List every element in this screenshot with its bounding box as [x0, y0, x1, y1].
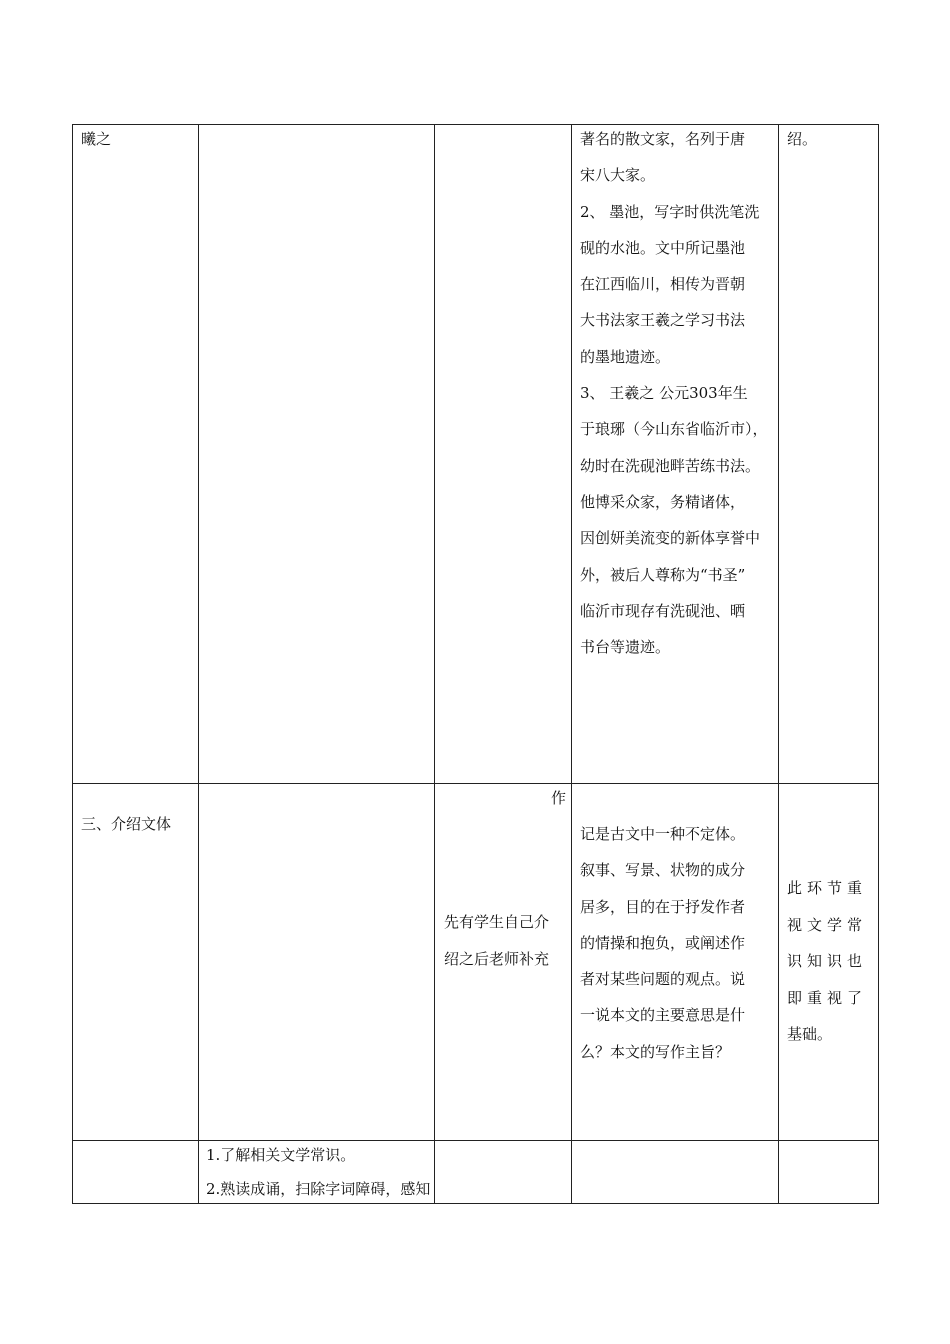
content-line: 一说本文的主要意思是什	[580, 1006, 746, 1025]
column-divider-4	[778, 124, 779, 1204]
content-line: 临沂市现存有洗砚池、晒	[580, 601, 746, 620]
note-line: 视文学常	[787, 915, 868, 934]
content-line: 记是古文中一种不定体。	[580, 825, 746, 843]
activity-line: 先有学生自己介	[444, 913, 550, 931]
column-divider-3	[571, 124, 572, 1204]
content-line: 宋八大家。	[580, 166, 656, 185]
objective-line: 2.熟读成诵，扫除字词障碍，感知	[206, 1180, 431, 1198]
row2-activity-cell	[444, 904, 549, 978]
table-bottom-border	[72, 1203, 879, 1204]
row-divider-1	[72, 783, 879, 784]
content-line: 书台等遗迹。	[580, 638, 671, 657]
row2-step-label: 三、介绍文体	[81, 815, 172, 833]
row1-note: 绍。	[787, 130, 818, 148]
objective-line: 1.了解相关文学常识。	[206, 1146, 356, 1164]
content-line: 的墨地遗迹。	[580, 347, 671, 366]
content-line: 著名的散文家，名列于唐	[580, 130, 746, 148]
row1-step-label: 曦之	[81, 130, 112, 148]
row2-content-cell	[580, 816, 745, 1070]
content-line: 叙事、写景、状物的成分	[580, 861, 746, 880]
content-line: 么？本文的写作主旨？	[580, 1042, 731, 1061]
activity-line: 绍之后老师补充	[444, 950, 550, 968]
note-line: 此环节重	[787, 879, 868, 897]
content-line: 居多，目的在于抒发作者	[580, 897, 746, 916]
content-line: 于琅琊（今山东省临沂市），	[580, 420, 768, 439]
content-line: 砚的水池。文中所记墨池	[580, 238, 746, 257]
content-line: 2、 墨池，写字时供洗笔洗	[580, 202, 760, 221]
table-left-border	[72, 124, 73, 1204]
content-line: 他博采众家，务精诸体，	[580, 492, 746, 511]
column-divider-2	[434, 124, 435, 1204]
row3-objective-cell	[206, 1138, 430, 1206]
note-line: 即重视了	[787, 988, 868, 1007]
content-line: 3、 王羲之 公元303年生	[580, 384, 748, 403]
note-line: 识知识也	[787, 952, 868, 970]
content-line: 者对某些问题的观点。说	[580, 970, 746, 989]
content-line: 在江西临川，相传为晋朝	[580, 275, 746, 294]
content-line: 因创妍美流变的新体享誉中	[580, 529, 761, 548]
column-divider-1	[198, 124, 199, 1204]
note-line: 基础。	[787, 1025, 833, 1043]
table-right-border	[878, 124, 879, 1204]
content-line: 幼时在洗砚池畔苦练书法。	[580, 456, 761, 475]
row2-activity-top: 作	[551, 789, 567, 807]
content-line: 大书法家王羲之学习书法	[580, 311, 746, 330]
row-divider-2	[72, 1140, 879, 1141]
content-line: 外，被后人尊称为“书圣”	[580, 565, 746, 584]
row2-note-cell	[787, 870, 867, 1053]
content-line: 的情操和抱负，或阐述作	[580, 933, 746, 952]
row1-content-cell	[580, 121, 768, 665]
